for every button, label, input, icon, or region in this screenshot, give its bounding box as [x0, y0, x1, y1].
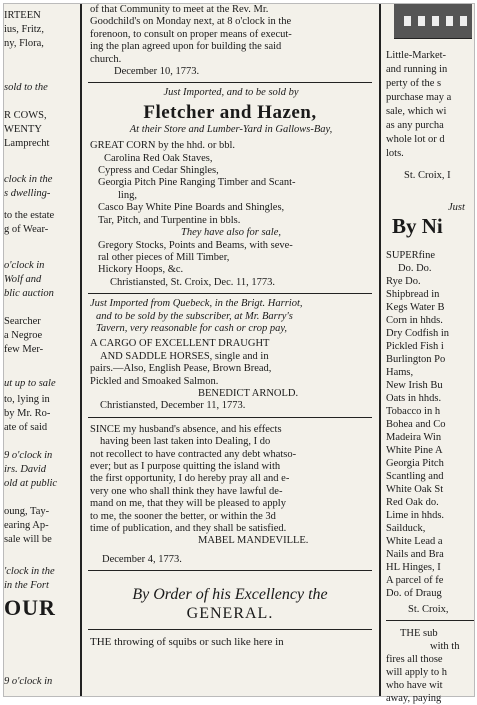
column-rule-right: [379, 4, 381, 696]
right-bottom-line: with th: [430, 641, 460, 652]
left-line: oung, Tay-: [4, 506, 50, 517]
right-item: Hams,: [386, 367, 414, 378]
left-line: o'clock in: [4, 260, 45, 271]
ad-item: Cypress and Cedar Shingles,: [98, 165, 219, 177]
ad-body: AND SADDLE HORSES, single and in: [100, 350, 269, 362]
ad-item: Casco Bay White Pine Boards and Shingles,: [98, 202, 285, 214]
ad-location: At their Store and Lumber-Yard in Gallows-Bay,: [129, 123, 333, 135]
ad-item: Hickory Hoops, &c.: [98, 264, 184, 276]
right-item: Burlington Po: [386, 354, 446, 365]
left-line: to the estate: [4, 210, 55, 221]
right-line: and running in: [386, 64, 448, 75]
right-item: Pickled Fish i: [386, 341, 444, 352]
right-bottom-line: will apply to h: [386, 667, 447, 678]
left-line: s dwelling-: [4, 188, 51, 199]
left-line: in the Fort: [4, 580, 49, 591]
left-line: 9 o'clock in: [4, 450, 53, 461]
notice-date: December 4, 1773.: [102, 553, 182, 565]
right-line: sale, which wi: [386, 106, 447, 117]
ad-body: pairs.—Also, English Pease, Brown Bread,: [90, 363, 272, 375]
right-bottom-line: who have wit: [386, 680, 443, 691]
ad-item: Tar, Pitch, and Turpentine in bbls.: [98, 214, 241, 226]
ad-item: GREAT CORN by the hhd. or bbl.: [90, 140, 236, 152]
fletcher-hazen-ad: [88, 87, 372, 289]
ad-item: Gregory Stocks, Points and Beams, with seve-: [98, 239, 293, 251]
left-line: 9 o'clock in: [4, 676, 53, 687]
right-heading: By Ni: [392, 214, 443, 238]
ad-body: A CARGO OF EXCELLENT DRAUGHT: [90, 338, 270, 350]
proclamation: [88, 585, 372, 648]
benedict-arnold-ad: [88, 298, 372, 413]
right-item: Madeira Win: [386, 432, 442, 443]
mandeville-notice: [88, 424, 372, 566]
notice-line: having been last taken into Dealing, I do: [100, 436, 271, 448]
ad-intro: Just Imported from Quebeck, in the Brigt. Harriot,: [90, 298, 303, 310]
right-item: Sailduck,: [386, 523, 426, 534]
notice-signer: MABEL MANDEVILLE.: [198, 535, 309, 547]
ad-item: Georgia Pitch Pine Ranging Timber and Scant-: [98, 177, 296, 189]
left-line: Wolf and: [4, 274, 42, 285]
proclamation-body: THE throwing of squibs or such like here in: [90, 636, 284, 649]
left-line: a Negroe: [4, 330, 43, 341]
column-rule-left: [80, 4, 82, 696]
right-item: Kegs Water B: [386, 302, 445, 313]
right-line: purchase may a: [386, 92, 452, 103]
house-engraving: [394, 4, 472, 39]
right-line: perty of the s: [386, 78, 442, 89]
right-item: Tobacco in h: [386, 406, 441, 417]
left-line: IRTEEN: [4, 10, 41, 21]
right-dateline: St. Croix,: [408, 604, 449, 615]
ad-signer: BENEDICT ARNOLD.: [198, 387, 299, 399]
left-heading: OUR: [4, 595, 56, 620]
right-item: Red Oak do.: [386, 497, 439, 508]
right-heading-small: Just: [448, 202, 465, 213]
right-item: White Lead a: [386, 536, 443, 547]
left-line: R COWS,: [4, 110, 47, 121]
left-line: ny, Flora,: [4, 38, 44, 49]
notice-line: SINCE my husband's absence, and his effects: [90, 423, 282, 435]
right-item: Lime in hhds.: [386, 510, 445, 521]
left-line: by Mr. Ro-: [4, 408, 51, 419]
divider: [88, 82, 372, 83]
right-item: Corn in hhds.: [386, 315, 443, 326]
right-item: Nails and Bra: [386, 549, 444, 560]
right-bottom-line: away, paying: [386, 693, 442, 704]
notice-line: ing the plan agreed upon for building the said: [90, 41, 282, 53]
left-line: few Mer-: [4, 344, 44, 355]
left-line: g of Wear-: [4, 224, 49, 235]
divider: [88, 629, 372, 630]
left-line: 'clock in the: [4, 566, 55, 577]
notice-line: Goodchild's on Monday next, at 8 o'clock in the: [90, 16, 292, 28]
left-line: ius, Fritz,: [4, 24, 44, 35]
notice-line: church.: [90, 53, 122, 65]
divider: [88, 417, 372, 418]
ad-intro: Just Imported, and to be sold by: [163, 87, 299, 99]
ad-intro: Tavern, very reasonable for cash or crop pay,: [96, 322, 288, 334]
left-line: Lamprecht: [4, 138, 50, 149]
left-line: ut up to sale: [4, 378, 56, 389]
left-line: sold to the: [4, 82, 48, 93]
church-notice: [88, 4, 372, 78]
right-bottom-line: THE sub: [400, 628, 438, 639]
right-item: SUPERfine: [386, 250, 436, 261]
ad-item: ral other pieces of Mill Timber,: [98, 251, 230, 263]
right-item: White Pine A: [386, 445, 443, 456]
right-item: Georgia Pitch: [386, 458, 444, 469]
ad-item: Carolina Red Oak Staves,: [104, 152, 213, 164]
divider: [88, 293, 372, 294]
ad-intro: and to be sold by the subscriber, at Mr. Barry's: [96, 310, 293, 322]
right-item: White Oak St: [386, 484, 444, 495]
right-dateline: St. Croix, I: [404, 170, 451, 181]
right-line: as any purcha: [386, 120, 444, 131]
right-column: [386, 4, 474, 704]
notice-line: not recollect to have contracted any debt whatso-: [90, 448, 297, 460]
left-line: old at public: [4, 478, 58, 489]
ad-also: They have also for sale,: [180, 227, 282, 239]
right-item: Do. of Draug: [386, 588, 442, 599]
right-line: lots.: [386, 148, 404, 159]
left-line: to, lying in: [4, 394, 50, 405]
right-item: Dry Codfish in: [386, 328, 449, 339]
notice-line: of that Community to meet at the Rev. Mr.: [90, 4, 269, 15]
right-item: Shipbread in: [386, 289, 440, 300]
ad-item: ling,: [118, 189, 137, 201]
notice-line: very one who shall think they have lawful de-: [90, 485, 283, 497]
right-item: Bohea and Co: [386, 419, 446, 430]
merchant-name: Fletcher and Hazen,: [143, 101, 317, 123]
right-item: Oats in hhds.: [386, 393, 442, 404]
left-column: [4, 4, 74, 696]
right-item: A parcel of fe: [386, 575, 444, 586]
right-item: Scantling and: [386, 471, 444, 482]
ad-dateline: Christiansted, St. Croix, Dec. 11, 1773.: [110, 276, 275, 288]
ad-body: Pickled and Smoaked Salmon.: [90, 375, 219, 387]
proclamation-title: By Order of his Excellency the: [132, 586, 328, 604]
right-line: whole lot or d: [386, 134, 445, 145]
right-bottom-line: fires all those: [386, 654, 443, 665]
right-item: Rye Do.: [386, 276, 421, 287]
notice-date: December 10, 1773.: [114, 66, 200, 78]
left-line: ate of said: [4, 422, 48, 433]
newspaper-page: [3, 3, 475, 704]
right-item: New Irish Bu: [386, 380, 443, 391]
middle-column: [88, 4, 372, 696]
right-item: Do. Do.: [398, 263, 432, 274]
right-item: HL Hinges, I: [386, 562, 441, 573]
notice-line: mand on me, that they will be pleased to apply: [90, 498, 286, 510]
left-line: clock in the: [4, 174, 53, 185]
left-line: WENTY: [4, 124, 42, 135]
left-line: blic auction: [4, 288, 54, 299]
ad-dateline: Christiansted, December 11, 1773.: [100, 400, 246, 412]
left-line: earing Ap-: [4, 520, 49, 531]
notice-line: ever; but as I purpose quitting the island with: [90, 461, 281, 472]
divider: [386, 620, 474, 621]
proclamation-subtitle: GENERAL.: [186, 605, 274, 623]
notice-line: the first opportunity, I do hereby pray all and e-: [90, 473, 290, 485]
notice-line: to me, the sooner the better, or within the 3d: [90, 510, 276, 522]
right-line: Little-Market-: [386, 50, 447, 61]
left-line: irs. David: [4, 464, 46, 475]
left-line: sale will be: [4, 534, 52, 545]
notice-line: time of publication, and they shall be satisfied.: [90, 523, 287, 535]
notice-line: forenoon, to consult on proper means of execut-: [90, 28, 292, 40]
divider: [88, 570, 372, 571]
left-line: Searcher: [4, 316, 41, 327]
